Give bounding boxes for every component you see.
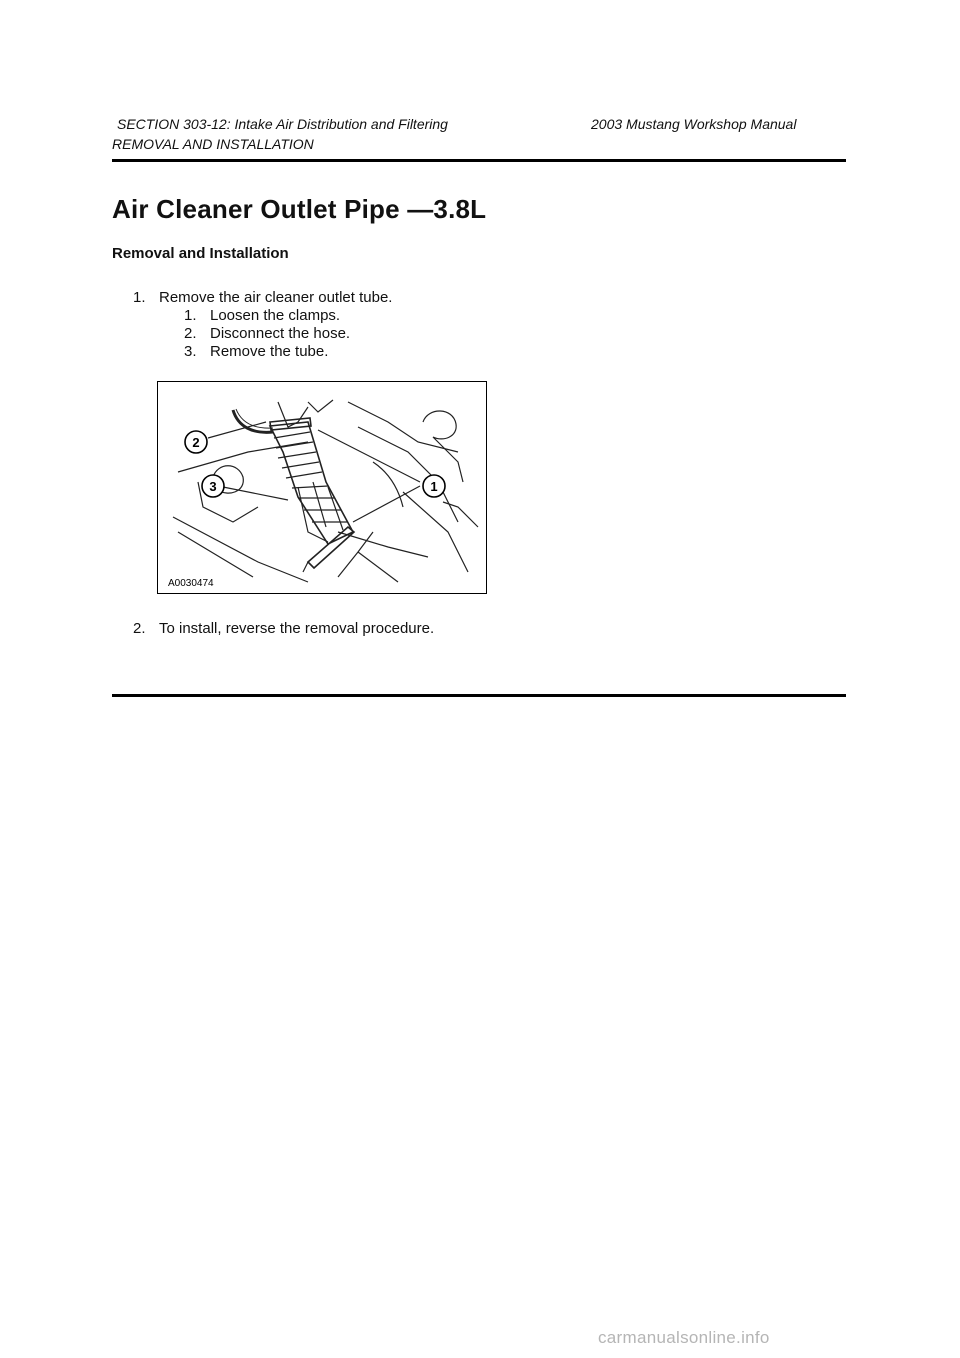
footer-rule: [112, 694, 846, 697]
watermark: carmanualsonline.info: [598, 1328, 770, 1347]
illustration-drawing: [158, 382, 486, 593]
callout-3: [202, 475, 224, 497]
callout-label: 1: [430, 479, 438, 494]
step-text: To install, reverse the removal procedure.: [159, 620, 435, 637]
substep-2: [184, 325, 350, 342]
callout-1: [423, 475, 445, 497]
substep-text: Remove the tube.: [210, 343, 329, 360]
substep-text: Disconnect the hose.: [210, 325, 351, 342]
callout-2: [185, 431, 207, 453]
substep-3: [184, 343, 328, 360]
callout-label: 3: [209, 479, 217, 494]
header-section: SECTION 303-12: Intake Air Distribution and Filtering: [117, 116, 448, 132]
callout-label: 2: [192, 435, 200, 450]
header-rule: [112, 159, 846, 162]
substep-number: 3.: [184, 343, 197, 360]
header-subsection: REMOVAL AND INSTALLATION: [112, 136, 314, 152]
step-2: [133, 620, 434, 637]
substep-number: 1.: [184, 307, 197, 324]
substep-1: [184, 307, 340, 324]
substep-number: 2.: [184, 325, 197, 342]
header-manual-title: 2003 Mustang Workshop Manual: [591, 116, 797, 132]
air-cleaner-tube-illustration: [157, 381, 487, 594]
step-number: 2.: [133, 620, 146, 637]
figure-id: A0030474: [168, 578, 214, 589]
substep-text: Loosen the clamps.: [210, 307, 341, 324]
section-subtitle: Removal and Installation: [112, 245, 289, 262]
page-title: Air Cleaner Outlet Pipe —3.8L: [112, 194, 487, 224]
step-text: Remove the air cleaner outlet tube.: [159, 289, 393, 306]
step-number: 1.: [133, 289, 146, 306]
step-1: [133, 289, 392, 306]
